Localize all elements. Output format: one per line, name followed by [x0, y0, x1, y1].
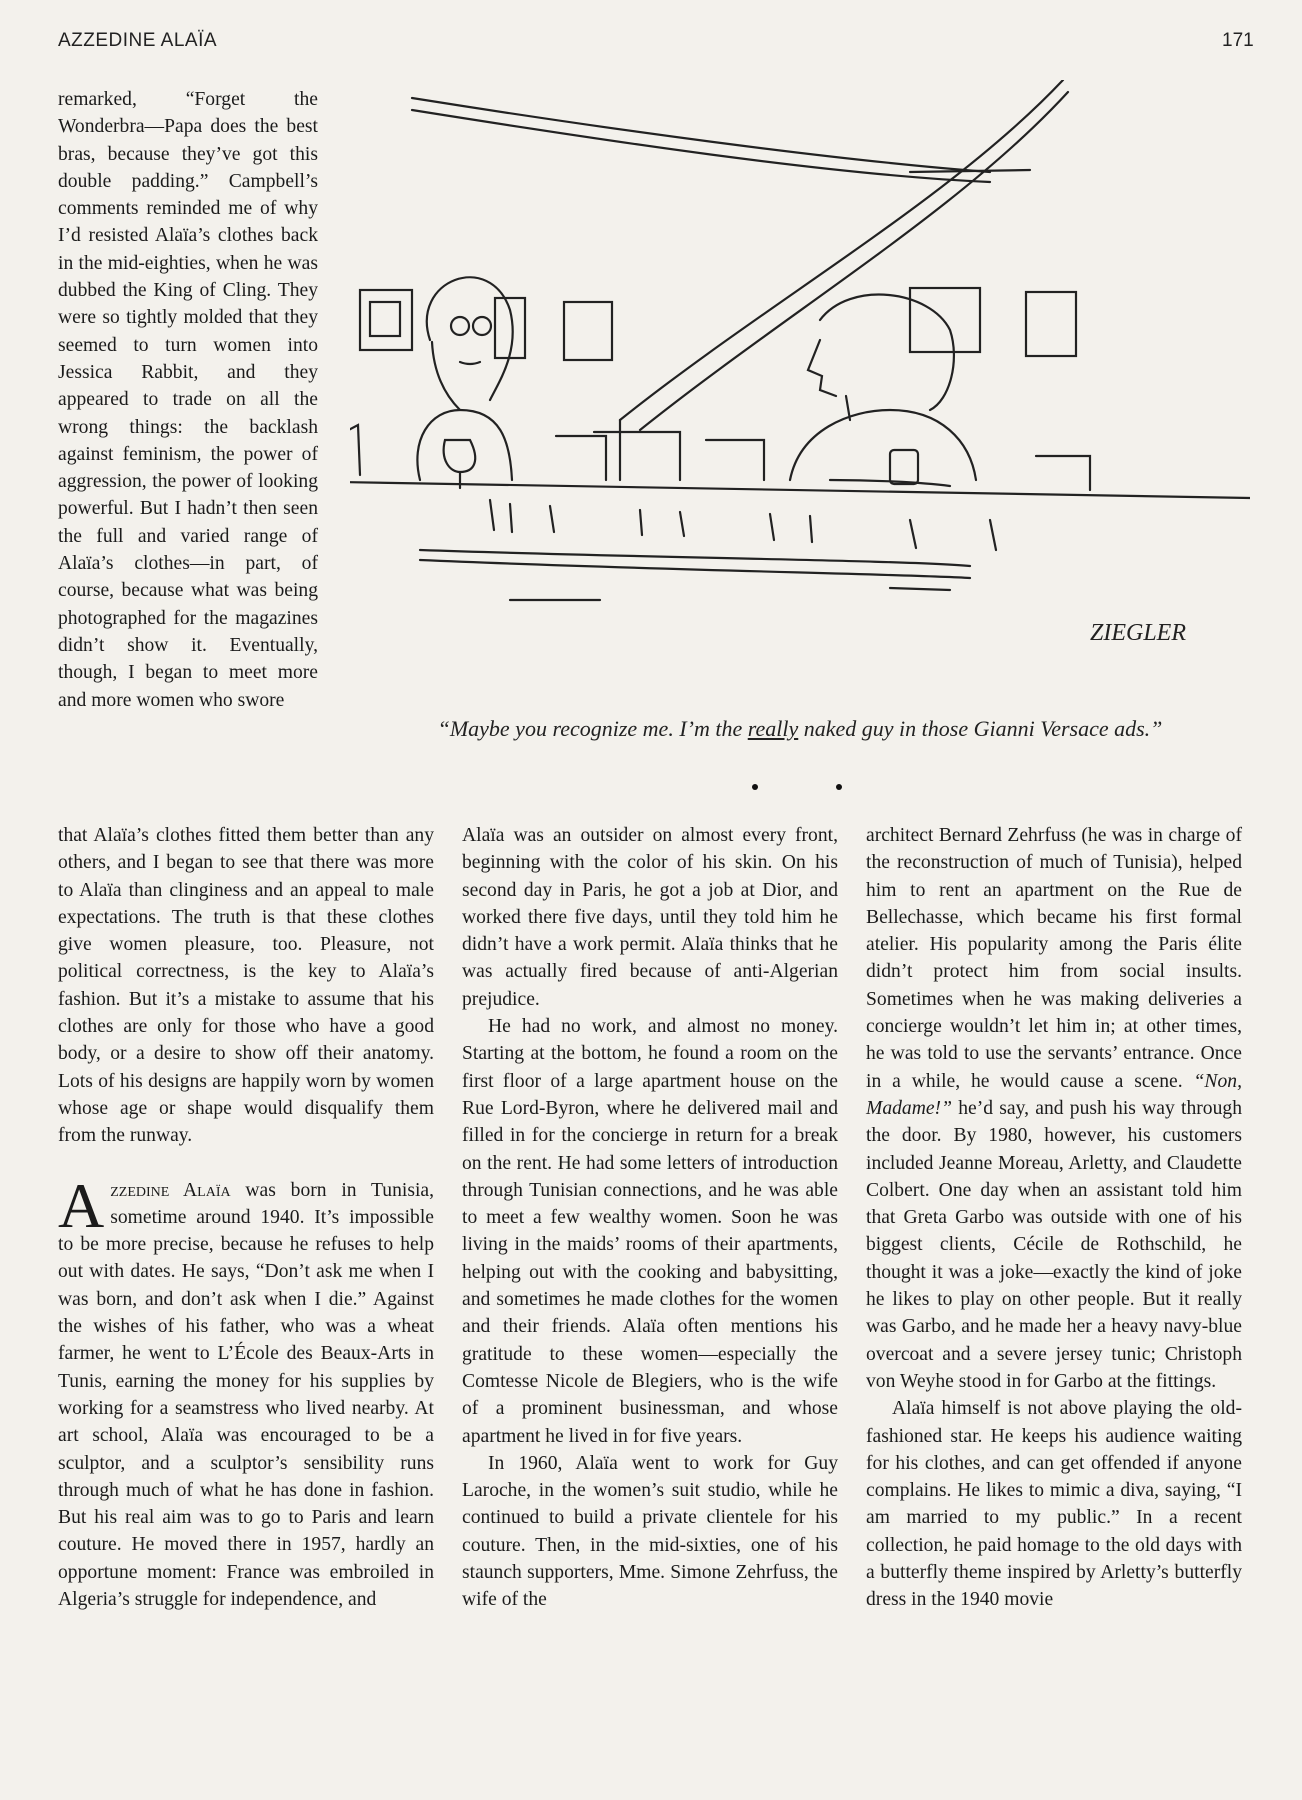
page-number: 171: [1222, 30, 1254, 51]
middle-paragraph-2: He had no work, and almost no money. Starting at the bottom, he found a room on the first floor of a large apartment house on the Rue Lord-Byron, where he delivered mail and filled in for the concierge in return for a break on the rent. He had some letters of introduction through Tunisian connections, and he was able to meet a few wealthy women. Soon he was living in the maids’ rooms of their apartments, helping out with the cooking and babysitting, and sometimes he made clothes for the women and their friends. Alaïa often mentions his gratitude to these women—especially the Comtesse Nicole de Blegiers, who is the wife of a prominent businessman, and whose apartment he lived in for five years.: [462, 1016, 838, 1447]
bar-counter: [350, 482, 1250, 498]
smallcaps-lead: zzedine Alaïa: [110, 1179, 231, 1201]
wall-picture: [360, 290, 412, 350]
intro-column: [58, 86, 318, 714]
woman-body: [417, 410, 512, 480]
quote-non-madame: “Non, Madame!”: [866, 1070, 1242, 1119]
break-dot: [752, 784, 758, 790]
intro-paragraph: remarked, “Forget the Wonderbra—Papa does the best bras, because they’ve got this double padding.” Campbell’s comments reminded me of why I’d resisted Alaïa’s clothes back in the mid-eighties, when he was dubbed the King of Cling. They were so tightly molded that they seemed to turn women into Jessica Rabbit, and they appeared to trade on all the wrong things: the backlash against feminism, the power of aggression, the power of looking powerful. But I hadn’t then seen the full and varied range of Alaïa’s clothes—in part, of course, because what was being photographed for the magazines didn’t show it. Eventually, though, I began to meet more and more women who swore: [58, 89, 318, 711]
caption-text-end: naked guy in those Gianni Versace ads.”: [798, 716, 1163, 741]
break-dot: [836, 784, 842, 790]
middle-paragraph-1: Alaïa was an outsider on almost every front, beginning with the color of his skin. On his second day in Paris, he got a job at Dior, and worked there five days, until they told him he didn’t have a work permit. Alaïa thinks that he was actually fired because of anti-Algerian prejudice.: [462, 825, 838, 1010]
middle-paragraph-3: In 1960, Alaïa went to work for Guy Laroche, in the women’s suit studio, while he continued to build a private clientele for his couture. Then, in the mid-sixties, one of his staunch supporters, Mme. Simone Zehrfuss, the wife of the: [462, 1452, 838, 1611]
right-paragraph-1-end: he’d say, and push his way through the door. By 1980, however, his customers included Jeanne Moreau, Arletty, and Claudette Colbert. One day when an assistant told him that Greta Garbo was outside with one of his biggest clients, Cécile de Rothschild, he thought it was a joke—exactly the kind of joke he likes to play on other people. But it really was Garbo, and he made her a heavy navy-blue overcoat and a severe jersey tunic; Christoph von Weyhe stood in for Garbo at the fittings.: [866, 1097, 1242, 1392]
left-paragraph-2-body: was born in Tunisia, sometime around 1940. It’s impossible to be more precise, because he refuses to help out with dates. He says, “Don’t ask me when I was born, and don’t ask when I die.” Against the wishes of his father, who was a wheat farmer, he went to L’École des Beaux-Arts in Tunis, earning the money for his supplies by working for a seamstress who lived nearby. At art school, Alaïa was encouraged to be a sculptor, and a sculptor’s sensibility runs through much of what he has done in fashion. But his real aim was to go to Paris and learn couture. He moved there in 1957, hardly an opportune moment: France was embroiled in Algeria’s struggle for independence, and: [58, 1179, 434, 1611]
right-paragraph-1: [866, 822, 1242, 1395]
caption-text-start: “Maybe you recognize me. I’m the: [437, 716, 748, 741]
ceiling-line: [412, 98, 990, 172]
caption-emphasis: really: [747, 716, 799, 741]
drop-cap: A: [58, 1169, 105, 1241]
left-paragraph-1: that Alaïa’s clothes fitted them better than any others, and I began to see that there was more to Alaïa than clinginess and an appeal to male expectations. The truth is that these clothes give women pleasure, too. Pleasure, not political correctness, is the key to Alaïa’s fashion. But it’s a mistake to assume that his clothes are only for those who have a good body, or a desire to show off their anatomy. Lots of his designs are happily worn by women whose age or shape would disqualify them from the runway.: [58, 825, 434, 1147]
man-glass: [890, 450, 918, 484]
woman-eye: [451, 317, 469, 335]
cartoon-illustration: [350, 80, 1250, 700]
right-column: [866, 822, 1242, 1614]
middle-column: [462, 822, 838, 1614]
left-column: [58, 822, 434, 1613]
right-paragraph-2: Alaïa himself is not above playing the old-fashioned star. He keeps his audience waiting for his clothes, and can get offended if anyone complains. He likes to mimic a diva, saying, “I am married to my public.” In a recent collection, he paid homage to the old days with a butterfly theme inspired by Arletty’s butterfly dress in the 1940 movie: [866, 1398, 1242, 1611]
wine-glass: [444, 440, 476, 472]
artist-signature: ZIEGLER: [1090, 620, 1186, 646]
left-paragraph-2: [58, 1169, 434, 1614]
right-paragraph-1-start: architect Bernard Zehrfuss (he was in charge of the reconstruction of much of Tunisia), helped him to rent an apartment on the Rue de Bellechasse, which became his first formal atelier. His popularity among the Paris élite didn’t protect him from social insults. Sometimes when he was making deliveries a concierge wouldn’t let him in; at other times, he was told to use the servants’ entrance. Once in a while, he would cause a scene.: [866, 825, 1242, 1092]
section-gap: [58, 1150, 434, 1177]
man-face: [808, 340, 836, 396]
section-break: [740, 780, 860, 800]
running-title: AZZEDINE ALAÏA: [58, 30, 218, 51]
diagonal-beam: [620, 80, 1063, 420]
cartoon-caption: [330, 716, 1270, 742]
man-body: [790, 410, 976, 480]
